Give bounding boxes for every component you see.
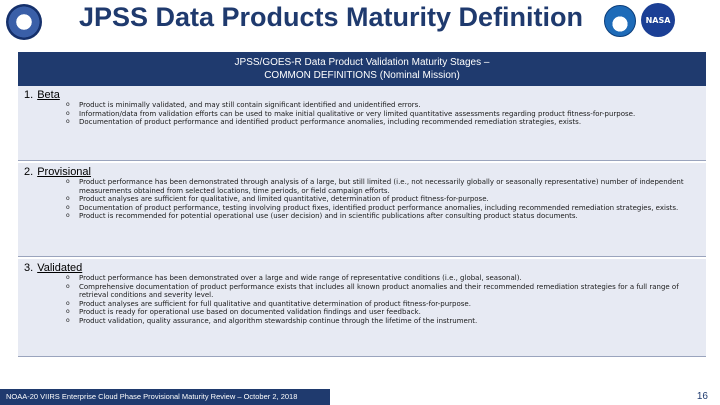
definitions-header (18, 52, 706, 86)
section-number: 2. (24, 166, 34, 178)
section-title (24, 89, 60, 101)
list-item: o Information/data from validation efforts can be used to make initial qualitative or very limited quantitative assessments regarding product fitness-for-purpose. (66, 110, 698, 119)
header-line-1: JPSS/GOES-R Data Product Validation Maturity Stages – (234, 57, 490, 68)
section-name: Beta (37, 89, 60, 101)
item-list (66, 274, 698, 326)
section-number: 3. (24, 262, 34, 274)
section-number: 1. (24, 89, 34, 101)
list-item: o Product validation, quality assurance, and algorithm stewardship continue through the lifetime of the instrument. (66, 317, 698, 326)
header-line-2: COMMON DEFINITIONS (Nominal Mission) (264, 70, 460, 81)
item-list (66, 101, 698, 127)
list-item: o Documentation of product performance, testing involving product fixes, identified product performance anomalies, including recommended remediation strategies, exists. (66, 204, 698, 213)
nasa-logo (641, 3, 675, 37)
item-list (66, 178, 698, 221)
section-beta (18, 86, 706, 161)
list-item: o Product performance has been demonstrated over a large and wide range of representative conditions (i.e., global, seasonal). (66, 274, 698, 283)
section-provisional (18, 163, 706, 257)
list-item: o Product is recommended for potential operational use (user decision) and in scientific publications after consulting product status documents. (66, 212, 698, 221)
list-item: o Product analyses are sufficient for full qualitative and quantitative determination of product fitness-for-purpose. (66, 300, 698, 309)
section-name: Provisional (37, 166, 91, 178)
list-item: o Product performance has been demonstrated through analysis of a large, but still limited (i.e., not necessarily globally or seasonally representative) number of independent measurements obtained from selected locations, time periods, or field campaign efforts. (66, 178, 698, 195)
section-title (24, 166, 91, 178)
jpss-logo (6, 4, 42, 40)
list-item: o Documentation of product performance and identified product performance anomalies, including recommended remediation strategies, exists. (66, 118, 698, 127)
list-item: o Product is ready for operational use based on documented validation findings and user feedback. (66, 308, 698, 317)
list-item: o Comprehensive documentation of product performance exists that includes all known product anomalies and their recommended remediation strategies for a full range of retrieval conditions and severity level. (66, 283, 698, 300)
section-name: Validated (37, 262, 83, 274)
page-number: 16 (696, 391, 708, 402)
list-item: o Product is minimally validated, and may still contain significant identified and unidentified errors. (66, 101, 698, 110)
section-validated (18, 259, 706, 357)
section-title (24, 262, 82, 274)
footer-bar: NOAA-20 VIIRS Enterprise Cloud Phase Provisional Maturity Review – October 2, 2018 (0, 389, 330, 405)
noaa-logo (604, 5, 636, 37)
page-title: JPSS Data Products Maturity Definition (78, 2, 584, 32)
nasa-logo-text: NASA (645, 15, 671, 25)
list-item: o Product analyses are sufficient for qualitative, and limited quantitative, determination of product fitness-for-purpose. (66, 195, 698, 204)
